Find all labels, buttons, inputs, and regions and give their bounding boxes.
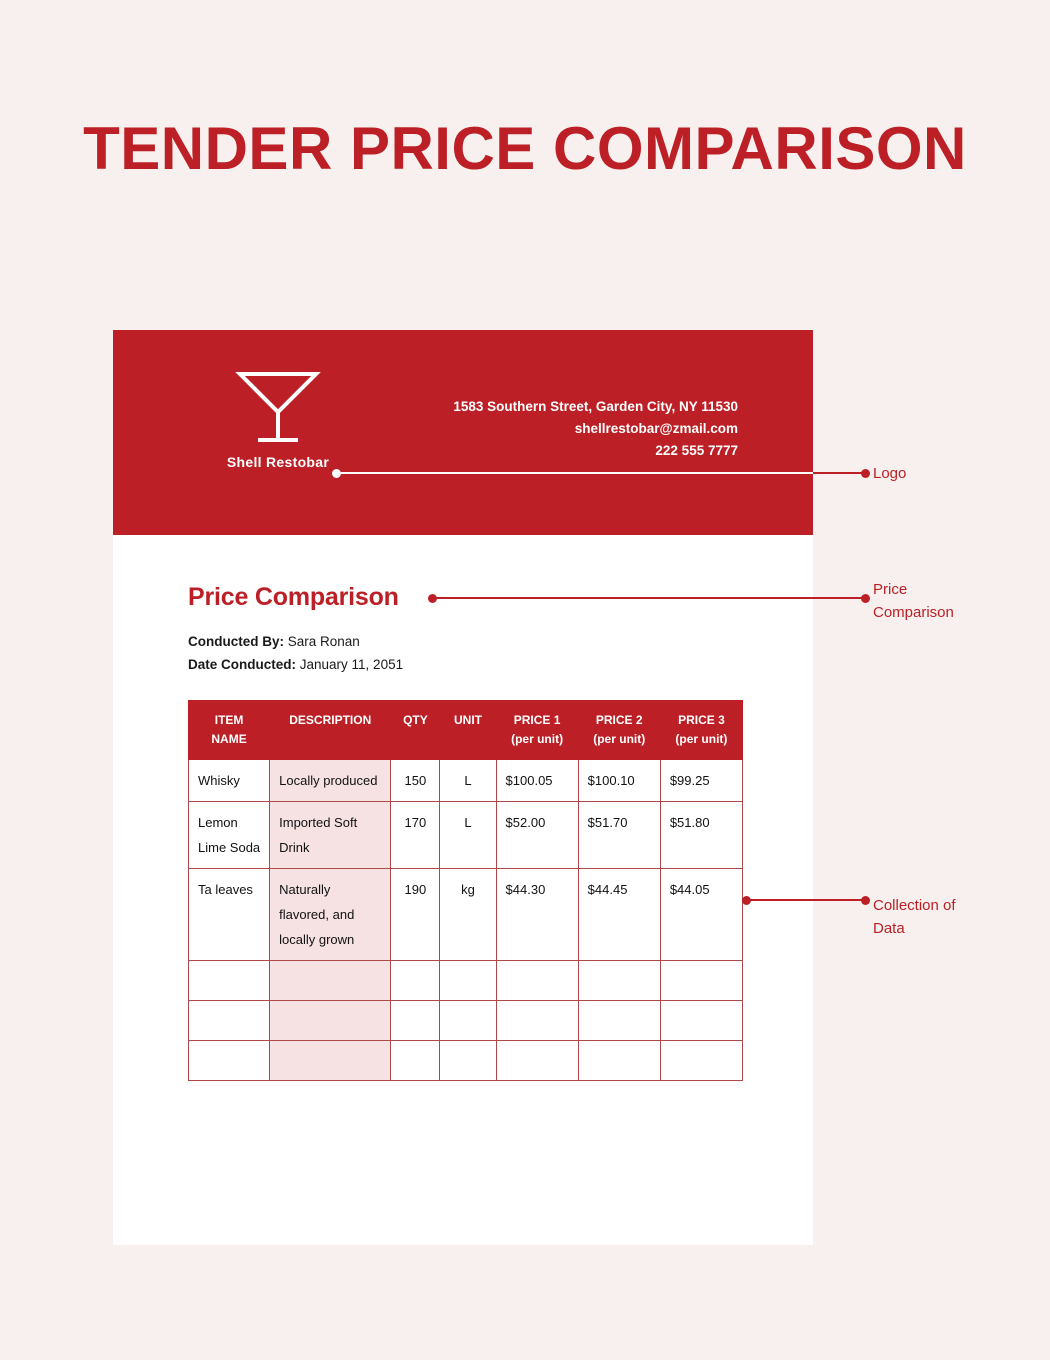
cell-item-name[interactable]: Whisky — [189, 760, 270, 802]
annotation-label-logo: Logo — [873, 465, 907, 482]
table-row[interactable] — [189, 1041, 743, 1081]
cell-qty[interactable] — [391, 1001, 440, 1041]
cell-unit[interactable] — [440, 961, 496, 1001]
cell-price-1[interactable]: $100.05 — [496, 760, 578, 802]
cell-item-name[interactable] — [189, 1001, 270, 1041]
conducted-by-label: Conducted By: — [188, 634, 284, 649]
cell-price-3[interactable] — [660, 1041, 742, 1081]
annotation-line-collection — [750, 899, 866, 901]
annotation-line-price-comparison — [436, 597, 866, 599]
annotation-line-logo — [813, 472, 866, 474]
cell-price-3[interactable] — [660, 1001, 742, 1041]
company-address: 1583 Southern Street, Garden City, NY 11530 — [453, 399, 738, 414]
cell-price-3[interactable]: $51.80 — [660, 802, 742, 869]
document-sheet — [113, 330, 813, 1245]
company-phone: 222 555 7777 — [655, 443, 738, 458]
cell-price-3[interactable] — [660, 961, 742, 1001]
cell-price-2[interactable]: $100.10 — [578, 760, 660, 802]
cell-price-1[interactable] — [496, 961, 578, 1001]
cell-description[interactable]: Locally produced — [270, 760, 391, 802]
cell-price-1[interactable] — [496, 1001, 578, 1041]
table-row[interactable] — [189, 1001, 743, 1041]
cell-qty[interactable]: 150 — [391, 760, 440, 802]
conducted-by-value: Sara Ronan — [287, 634, 360, 649]
cell-price-3[interactable]: $44.05 — [660, 869, 742, 961]
annotation-endpoint-logo — [861, 469, 870, 478]
annotation-label-price-comparison: Price Comparison — [873, 581, 954, 621]
date-conducted-label: Date Conducted: — [188, 657, 296, 672]
column-header-price-2: PRICE 2 (per unit) — [578, 701, 660, 760]
cell-item-name[interactable]: Lemon Lime Soda — [189, 802, 270, 869]
cell-unit[interactable] — [440, 1041, 496, 1081]
cell-unit[interactable]: L — [440, 760, 496, 802]
column-header-qty: QTY — [391, 701, 440, 760]
page-title: TENDER PRICE COMPARISON — [83, 115, 967, 182]
cell-qty[interactable] — [391, 1041, 440, 1081]
cell-unit[interactable]: kg — [440, 869, 496, 961]
cell-unit[interactable] — [440, 1001, 496, 1041]
cell-unit[interactable]: L — [440, 802, 496, 869]
cell-item-name[interactable] — [189, 961, 270, 1001]
cell-price-3[interactable]: $99.25 — [660, 760, 742, 802]
cell-price-2[interactable] — [578, 1001, 660, 1041]
cell-price-2[interactable] — [578, 1041, 660, 1081]
cell-description[interactable] — [270, 961, 391, 1001]
column-header-unit: UNIT — [440, 701, 496, 760]
column-header-price-3: PRICE 3 (per unit) — [660, 701, 742, 760]
cell-description[interactable]: Imported Soft Drink — [270, 802, 391, 869]
column-header-item-name: ITEM NAME — [189, 701, 270, 760]
table-header-row — [189, 701, 743, 760]
table-row[interactable] — [189, 802, 743, 869]
annotation-label-collection: Collection of Data — [873, 897, 956, 937]
conducted-by-line — [188, 634, 738, 649]
cell-price-1[interactable]: $52.00 — [496, 802, 578, 869]
cell-price-2[interactable]: $44.45 — [578, 869, 660, 961]
section-title: Price Comparison — [188, 583, 399, 611]
company-email: shellrestobar@zmail.com — [574, 421, 738, 436]
document-header — [113, 330, 813, 535]
date-conducted-line — [188, 657, 738, 672]
cell-qty[interactable] — [391, 961, 440, 1001]
company-name: Shell Restobar — [226, 454, 330, 470]
cell-description[interactable] — [270, 1041, 391, 1081]
cell-item-name[interactable] — [189, 1041, 270, 1081]
cell-qty[interactable]: 190 — [391, 869, 440, 961]
annotation-endpoint-collection — [861, 896, 870, 905]
cell-description[interactable] — [270, 1001, 391, 1041]
table-row[interactable] — [189, 869, 743, 961]
column-header-price-1: PRICE 1 (per unit) — [496, 701, 578, 760]
date-conducted-value: January 11, 2051 — [299, 657, 404, 672]
table-row[interactable] — [189, 961, 743, 1001]
cell-price-2[interactable]: $51.70 — [578, 802, 660, 869]
annotation-line-logo-white — [340, 472, 815, 474]
cell-price-1[interactable]: $44.30 — [496, 869, 578, 961]
cell-item-name[interactable]: Ta leaves — [189, 869, 270, 961]
cell-price-2[interactable] — [578, 961, 660, 1001]
column-header-description: DESCRIPTION — [270, 701, 391, 760]
cell-description[interactable]: Naturally flavored, and locally grown — [270, 869, 391, 961]
cell-qty[interactable]: 170 — [391, 802, 440, 869]
document-body — [113, 535, 813, 1081]
company-logo — [213, 370, 343, 470]
company-contact-block — [453, 396, 738, 462]
cocktail-glass-icon — [234, 370, 322, 448]
annotation-endpoint-price-comparison — [861, 594, 870, 603]
cell-price-1[interactable] — [496, 1041, 578, 1081]
table-row[interactable] — [189, 760, 743, 802]
price-comparison-table — [188, 700, 743, 1081]
